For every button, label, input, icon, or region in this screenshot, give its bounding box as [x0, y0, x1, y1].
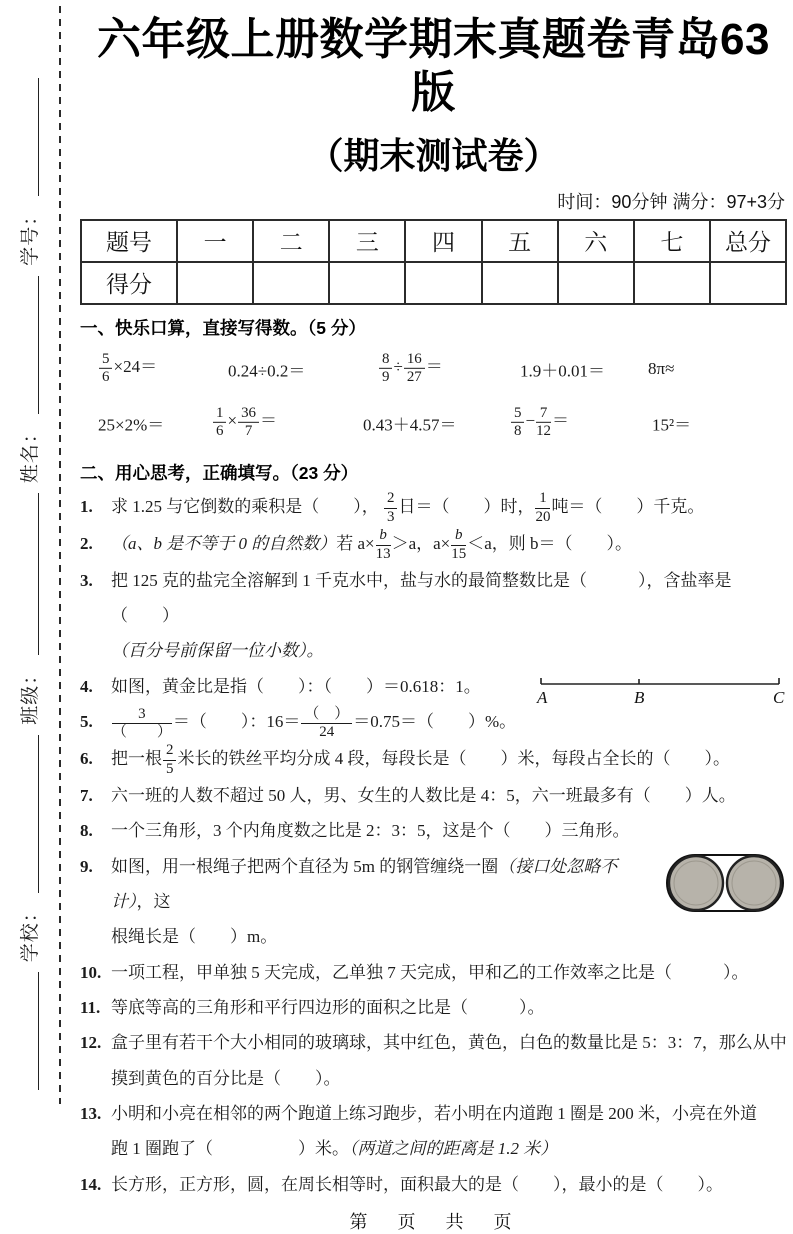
- student-info-strip: [9, 78, 47, 1090]
- page-footer: 第 页 共 页: [349, 1212, 518, 1233]
- score-header-cell: 三: [329, 220, 405, 262]
- question-10: 10. 一项工程，甲单独 5 天完成，乙单独 7 天完成，甲和乙的工作效率之比是（ ）。: [80, 955, 787, 990]
- question-number: 11.: [80, 998, 101, 1017]
- score-header-cell: 七: [634, 220, 710, 262]
- question-number: 2.: [80, 533, 93, 553]
- question-number: 7.: [80, 785, 93, 805]
- fraction: $\frac{36}{7}$: [238, 405, 259, 439]
- question-3: 3. 把 125 克的盐完全溶解到 1 千克水中，盐与水的最简整数比是（ ），含盐率是（ ） （百分号前保留一位小数）。: [80, 563, 787, 669]
- question-14: 14. 长方形，正方形，圆，在周长相等时，面积最大的是（ ），最小的是（ ）。: [80, 1167, 787, 1202]
- score-table: [80, 219, 787, 305]
- calc-expression: 0.24÷0.2＝: [228, 361, 306, 381]
- question-4: 4. 如图，黄金比是指（ ）：（ ）＝0.618：1。 A B C: [80, 669, 787, 704]
- question-number: 12.: [80, 1033, 102, 1053]
- write-line: [17, 276, 40, 414]
- exam-meta: 时间：90分钟 满分：97+3分: [557, 191, 785, 212]
- score-header-cell: 题号: [81, 220, 177, 262]
- score-row-label: 得分: [81, 262, 177, 304]
- question-number: 6.: [80, 748, 93, 768]
- class-field-label: 班级：: [19, 664, 41, 725]
- write-line: [17, 493, 40, 655]
- calc-expression: $\frac{8}{9}$ ÷ $\frac{16}{27}$ ＝: [378, 351, 443, 385]
- section2-heading: 二、用心思考，正确填写。（23 分）: [80, 462, 359, 483]
- calc-expression: 1.9＋0.01＝: [520, 361, 605, 381]
- question-6: 6. 把一根 $\frac{2}{5}$ 米长的铁丝平均分成 4 段，每段长是（ ）米，每段占全长的（ ）。: [80, 742, 730, 778]
- exam-page: [80, 14, 787, 1234]
- page-subtitle: （期末测试卷）: [307, 134, 560, 176]
- fraction: $\frac{1}{6}$: [213, 405, 226, 439]
- calc-expression: 8π≈: [648, 358, 675, 378]
- question-12: 12. 盒子里有若干个大小相同的玻璃球，其中红色，黄色，白色的数量比是 5：3：7，那么从中 摸到黄色的百分比是（ ）。: [80, 1025, 787, 1096]
- calc-expression: $\frac{1}{6}$ × $\frac{36}{7}$ ＝: [212, 405, 277, 439]
- point-c-label: C: [773, 687, 785, 707]
- score-header-cell: 一: [177, 220, 253, 262]
- fraction: $\frac{5}{6}$: [99, 351, 112, 385]
- score-cell: [177, 262, 253, 304]
- score-cell: [329, 262, 405, 304]
- score-header-cell: 二: [253, 220, 329, 262]
- score-header-cell: 六: [558, 220, 634, 262]
- question-number: 3.: [80, 570, 93, 590]
- fraction: $\frac{2}{3}$: [384, 491, 397, 525]
- write-line: [17, 972, 40, 1090]
- calc-row-2: [80, 396, 787, 450]
- calc-expression: $\frac{5}{6}$ ×24＝: [98, 351, 157, 385]
- point-a-label: A: [537, 687, 548, 707]
- score-cell: [558, 262, 634, 304]
- fraction: $\frac{2}{5}$: [163, 743, 176, 777]
- score-table-score-row: [81, 262, 786, 304]
- calc-expression: 0.43＋4.57＝: [363, 415, 457, 435]
- score-cell: [405, 262, 481, 304]
- question-number: 14.: [80, 1174, 102, 1194]
- calc-expression: $\frac{5}{8}$ − $\frac{7}{12}$ ＝: [510, 405, 569, 439]
- section1-heading: 一、快乐口算，直接写得数。（5 分）: [80, 317, 366, 338]
- score-cell: [253, 262, 329, 304]
- score-header-cell: 五: [482, 220, 558, 262]
- fraction: $\frac{7}{12}$: [536, 404, 552, 440]
- school-field-label: 学校：: [19, 902, 41, 963]
- fraction: $\frac{3}{( )}$: [112, 705, 172, 741]
- point-b-label: B: [634, 687, 645, 707]
- calc-expression: 15²＝: [652, 415, 692, 435]
- write-line: [17, 78, 40, 196]
- question-number: 5.: [80, 711, 93, 731]
- calc-expression: 25×2%＝: [98, 415, 165, 435]
- question-13: 13. 小明和小亮在相邻的两个跑道上练习跑步，若小明在内道跑 1 圈是 200 米，小亮在外道 跑 1 圈跑了（ ）米。（两道之间的距离是 1.2 米）: [80, 1096, 787, 1167]
- write-line: [17, 735, 40, 893]
- score-table-header-row: [81, 220, 786, 262]
- score-header-cell: 四: [405, 220, 481, 262]
- question-number: 10.: [80, 962, 102, 982]
- fraction: $\frac{( )}{24}$: [301, 707, 352, 741]
- question-9: 9. 如图，用一根绳子把两个直径为 5m 的钢管缠绕一圈（接口处忽略不计），这 根绳长是（ ）m。: [80, 849, 787, 955]
- dashed-cut-line: [59, 6, 61, 1104]
- fraction: $\frac{b}{15}$: [451, 527, 467, 562]
- fraction: $\frac{8}{9}$: [379, 351, 392, 385]
- question-1: 1. 求 1.25 与它倒数的乘积是（ ）， $\frac{2}{3}$ 日＝（ ）时， $\frac{1}{20}$ 吨＝（ ）千克。: [80, 490, 705, 525]
- name-field-label: 姓名：: [19, 423, 41, 484]
- calc-row-1: [80, 342, 787, 396]
- score-header-cell: 总分: [710, 220, 786, 262]
- student-id-field-label: 学号：: [19, 205, 41, 266]
- question-7: 7. 六一班的人数不超过 50 人，男、女生的人数比是 4：5，六一班最多有（ ）人。: [80, 778, 787, 813]
- page-title: 六年级上册数学期末真题卷青岛63版: [97, 15, 770, 117]
- question-list: [80, 489, 787, 1203]
- pipes-figure: [663, 851, 787, 927]
- question-number: 9.: [80, 856, 93, 876]
- score-cell: [710, 262, 786, 304]
- fraction: $\frac{16}{27}$: [404, 351, 425, 385]
- question-2: 2. （a、b 是不等于 0 的自然数）若 a× $\frac{b}{13}$ ＞a，a× $\frac{b}{15}$ ＜a，则 b＝（ ）。: [80, 527, 633, 562]
- score-cell: [482, 262, 558, 304]
- question-number: 1.: [80, 496, 93, 516]
- question-number: 8.: [80, 821, 93, 841]
- question-number: 13.: [80, 1104, 102, 1124]
- fraction: $\frac{1}{20}$: [535, 490, 551, 525]
- score-cell: [634, 262, 710, 304]
- question-5: 5. $\frac{3}{( )}$ ＝（ ）：16＝ $\frac{( )}{24}$ ＝0.75＝（ ）%。: [80, 705, 517, 741]
- question-8: 8. 一个三角形，3 个内角度数之比是 2：3：5，这是个（ ）三角形。: [80, 813, 787, 848]
- fraction: $\frac{5}{8}$: [511, 405, 524, 439]
- question-11: 11. 等底等高的三角形和平行四边形的面积之比是（ ）。: [80, 990, 787, 1025]
- fraction: $\frac{b}{13}$: [375, 527, 391, 562]
- question-number: 4.: [80, 676, 93, 696]
